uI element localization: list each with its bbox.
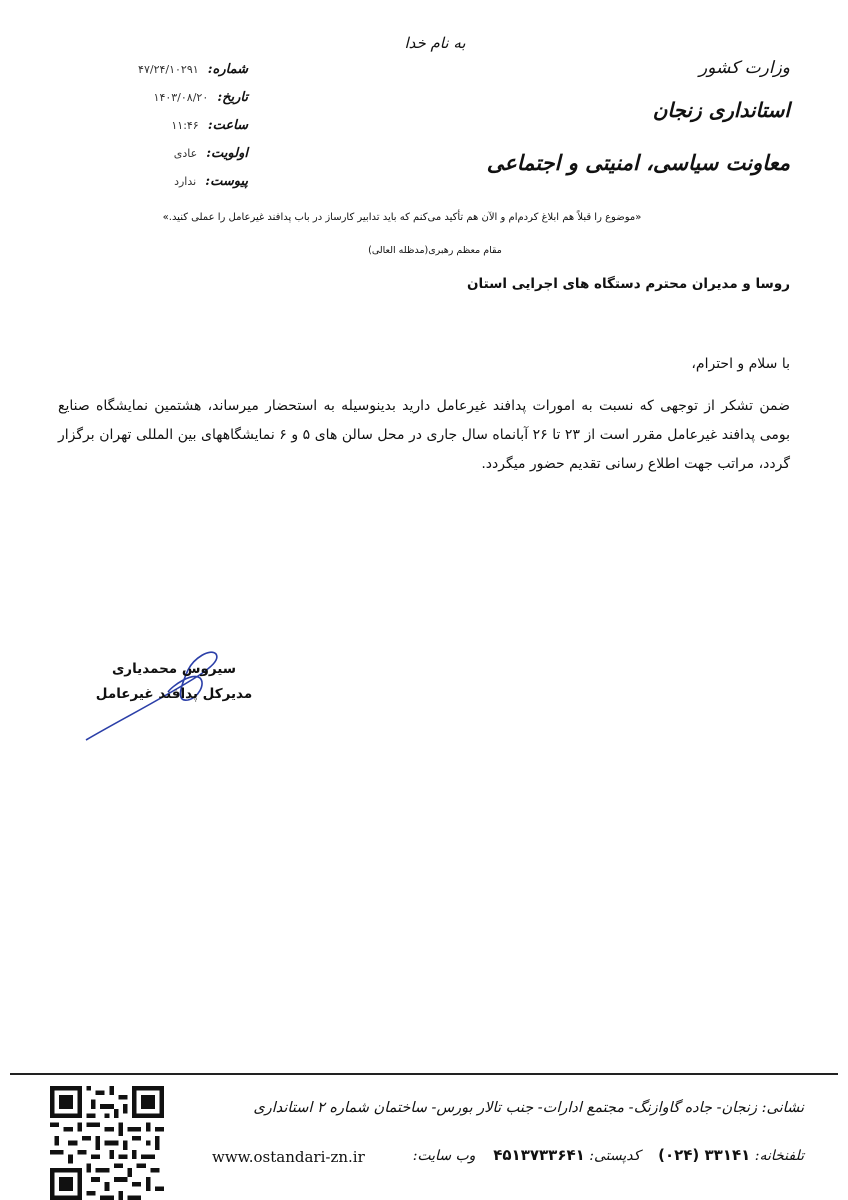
quote-source: مقام معظم رهبری(مدظله العالی) <box>368 245 502 256</box>
meta-value: ۱۴۰۳/۰۸/۲۰ <box>153 91 209 104</box>
meta-priority <box>108 142 248 164</box>
meta-value: ۱۱:۴۶ <box>171 119 199 132</box>
meta-label: پیوست: <box>205 174 248 189</box>
greeting: با سلام و احترام، <box>691 356 790 372</box>
signer-title: مدیرکل پدافند غیرعامل <box>95 686 253 702</box>
phone-label: تلفنخانه: <box>754 1148 804 1164</box>
org-deputy: معاونت سیاسی، امنیتی و اجتماعی <box>486 150 790 175</box>
meta-label: اولویت: <box>206 146 248 161</box>
meta-label: شماره: <box>207 62 248 77</box>
phone-value: ۳۳۱۴۱ (۰۲۴) <box>658 1146 751 1164</box>
org-governorate: استانداری زنجان <box>652 98 790 122</box>
website-link[interactable]: www.ostandari-zn.ir <box>212 1148 365 1166</box>
address-label: نشانی: <box>761 1100 804 1116</box>
website-label: وب سایت: <box>412 1148 476 1164</box>
meta-label: ساعت: <box>207 118 248 133</box>
org-ministry: وزارت کشور <box>698 58 790 78</box>
meta-date <box>108 86 248 108</box>
address-value: زنجان- جاده گاوازنگ- مجتمع ادارات- جنب تالار بورس- ساختمان شماره ۲ استانداری <box>253 1100 757 1116</box>
meta-value: ۴۷/۲۴/۱۰۲۹۱ <box>138 63 199 76</box>
meta-time <box>108 114 248 136</box>
postal-label: کدپستی: <box>589 1148 641 1164</box>
basmala: به نام خدا <box>404 34 466 52</box>
signer-name: سیروس محمدیاری <box>111 661 237 677</box>
postal-value: ۴۵۱۳۷۳۳۶۴۱ <box>493 1146 585 1164</box>
footer-address <box>253 1100 804 1116</box>
meta-label: تاریخ: <box>217 90 248 105</box>
leader-quote: «موضوع را قبلاً هم ابلاغ کردم‌ام و الآن هم تأکید می‌کنم که باید تدابیر کارساز در باب پدافند غیرعامل را عملی کنید.» <box>162 212 642 223</box>
footer-contact <box>413 1146 804 1164</box>
letter-body: ضمن تشکر از توجهی که نسبت به امورات پدافند غیرعامل دارید بدینوسیله به استحضار میرساند، هشتمین نمایشگاه صنایع بومی پدافند غیرعامل مقرر است از ۲۳ تا ۲۶ آبانماه سال جاری در محل سالن های ۵ و ۶ نمایشگاههای بین المللی تهران برگزار گردد، مراتب جهت اطلاع رسانی تقدیم حضور میگردد. <box>58 398 790 472</box>
qr-code <box>50 1086 164 1200</box>
meta-value: عادی <box>173 147 198 160</box>
footer-divider <box>10 1073 838 1075</box>
meta-number <box>108 58 248 80</box>
meta-value: ندارد <box>174 175 197 188</box>
meta-attachment <box>108 170 248 192</box>
addressee: روسا و مدیران محترم دستگاه های اجرایی استان <box>467 276 790 292</box>
